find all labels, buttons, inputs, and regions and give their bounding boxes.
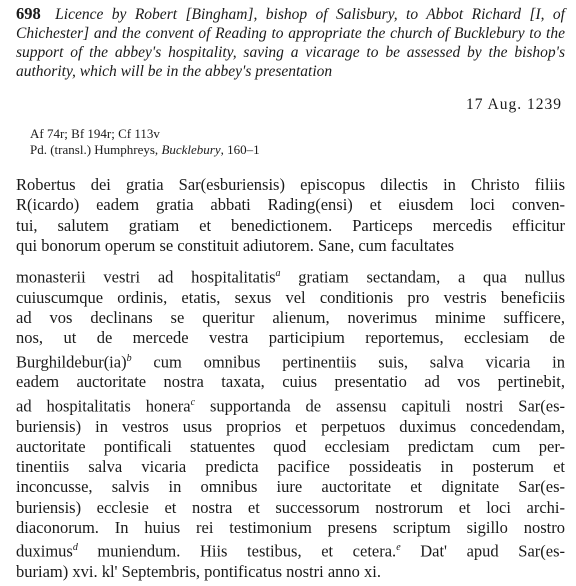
charter-paragraph-1 — [16, 175, 565, 256]
charter-paragraph-2-line: buriensis) in vestros usus proprios et perpetuos duximus concedendam, — [16, 416, 565, 436]
footnote-marker: a — [275, 268, 281, 279]
charter-paragraph-2-line: duximus$^d$ muniendum. Hiis testibus, et cetera.$^e$ Dat' apud Sar(es- — [16, 541, 565, 561]
charter-paragraph-2-line: cuiuscumque ordinis, etatis, sexus vel conditionis pro vestris beneficiis — [16, 287, 565, 307]
printed-reference — [30, 142, 260, 158]
charter-paragraph-2-line: inconcusse, salvis in omnibus iure auctoritate et dignitate Sar(es- — [16, 477, 565, 497]
charter-paragraph-2-line: buriensis) ecclesie et nostra et successorum nostrorum et loci archi- — [16, 497, 565, 517]
charter-paragraph-2-line: eadem auctoritate nostra taxata, cuius presentatio ad vos pertinebit, — [16, 372, 565, 392]
manuscript-references: Af 74r; Bf 194r; Cf 113v — [30, 126, 160, 141]
footnote-marker: d — [72, 542, 78, 554]
footnote-marker: c — [190, 396, 196, 408]
source-references — [30, 126, 260, 158]
charter-paragraph-2-line: Burghildebur(ia)$^b$ cum omnibus pertinentiis suis, salva vicaria in — [16, 352, 565, 372]
charter-paragraph-1-line: tui, salutem gratiam et benedictionem. Particeps mercedis efficitur — [16, 215, 565, 235]
charter-paragraph-2-line: nos, ut de mercede vestra participium reportemus, ecclesiam de — [16, 328, 565, 348]
charter-paragraph-2-line: auctoritate pontificali statuentes quod ecclesiam predictam cum per- — [16, 436, 565, 456]
charter-paragraph-1-line: qui bonorum operum se constituit adiutorem. Sane, cum facultates — [16, 235, 455, 255]
printed-reference-title: Bucklebury — [161, 142, 221, 157]
charter-paragraph-2-line: tinentiis salva vicaria predicta pacifice possideatis in posterum et — [16, 457, 565, 477]
printed-reference-pages: , 160–1 — [220, 142, 260, 157]
entry-heading — [16, 4, 565, 81]
charter-paragraph-1-line: Robertus dei gratia Sar(esburiensis) episcopus dilectis in Christo filiis — [16, 175, 565, 194]
charter-paragraph-2-line: ad hospitalitatis honera$^c$ supportanda de assensu capituli nostri Sar(es- — [16, 396, 565, 416]
charter-paragraph-2-line: ad vos declinans se queritur alienum, noverimus minime sufficere, — [16, 308, 565, 328]
charter-paragraph-2 — [16, 264, 565, 582]
charter-paragraph-1-line: R(icardo) eadem gratia abbati Rading(ensi) et eiusdem loci conven- — [16, 195, 565, 215]
charter-paragraph-2-line: buriam) xvi. kl' Septembris, pontificatus nostri anno xi. — [16, 562, 382, 582]
printed-reference-prefix: Pd. (transl.) Humphreys, — [30, 142, 162, 157]
charter-paragraph-2-line: monasterii vestri ad hospitalitatis$^a$ gratiam sectandam, a qua nullus — [16, 267, 565, 287]
entry-number: 698 — [16, 4, 41, 23]
entry-summary: Licence by Robert [Bingham], bishop of Salisbury, to Abbot Richard [I, of Chichester] and the convent of Reading to appropriate the church of Bucklebury to the support of the abbey's hospitality, saving a vicarage to be assessed by the bishop's authority, which will be in the abbey's presentation — [16, 6, 565, 80]
charter-paragraph-2-line: diaconorum. In huius rei testimonium presens scriptum sigillo nostro — [16, 518, 565, 538]
entry-date: 17 Aug. 1239 — [466, 96, 562, 113]
footnote-marker: e — [396, 542, 401, 554]
footnote-marker: b — [126, 352, 132, 364]
